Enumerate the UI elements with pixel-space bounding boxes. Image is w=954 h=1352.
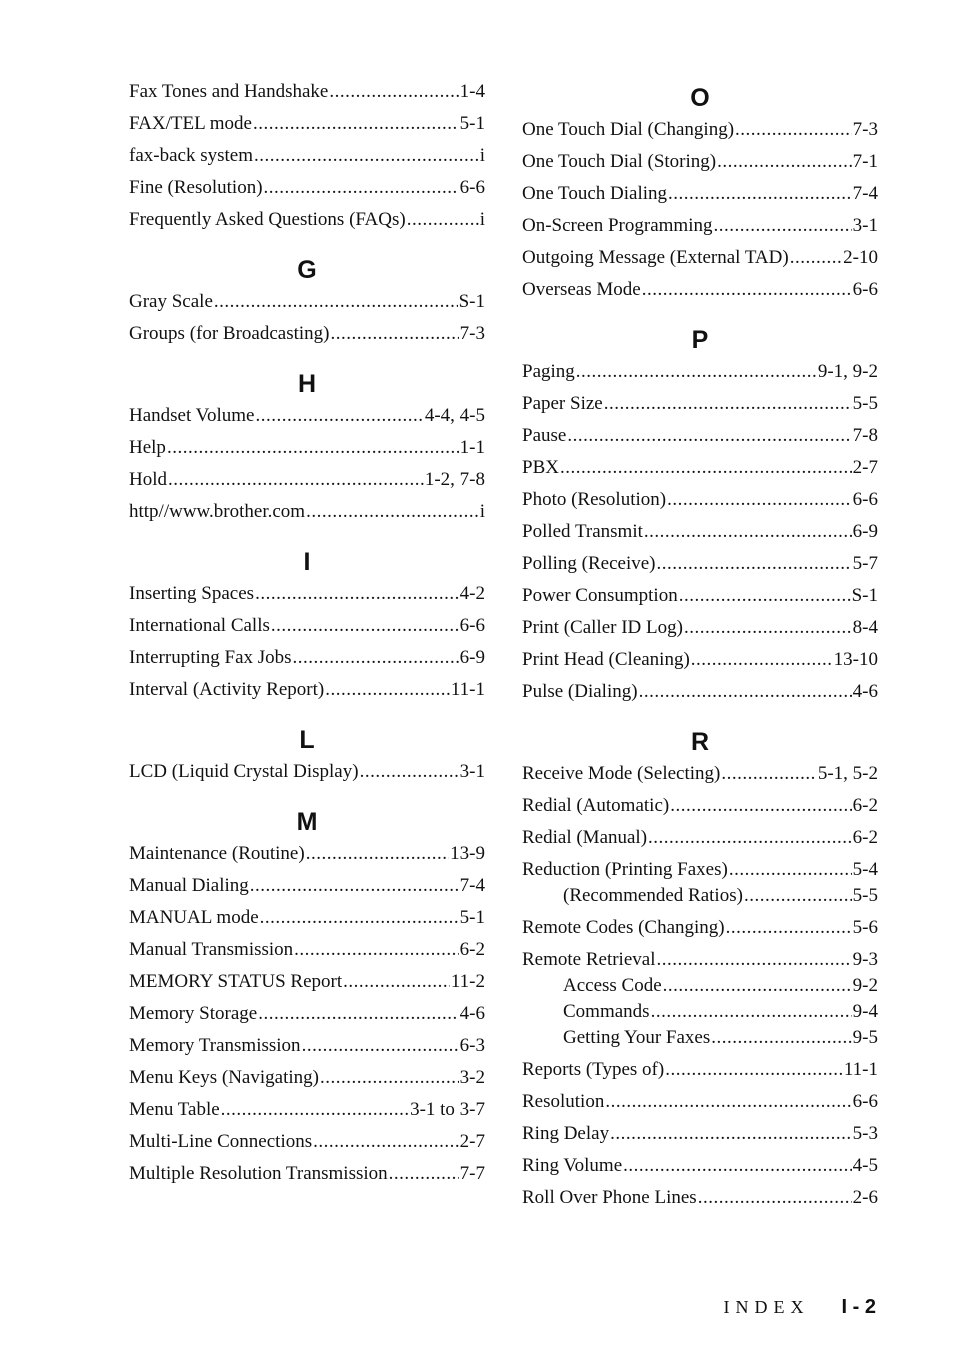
dot-leader xyxy=(253,111,459,137)
index-page-ref: 13-9 xyxy=(450,843,485,864)
index-entry xyxy=(129,403,485,429)
index-entry xyxy=(522,857,878,883)
index-page-ref: 6-2 xyxy=(852,827,878,848)
index-page-ref: 4-6 xyxy=(852,681,878,702)
index-term: Power Consumption xyxy=(522,585,678,606)
index-page-ref: 2-7 xyxy=(852,457,878,478)
index-page-ref: 1-4 xyxy=(459,81,485,102)
index-page-ref: 6-6 xyxy=(459,615,485,636)
index-term: Receive Mode (Selecting) xyxy=(522,763,721,784)
index-subentry xyxy=(522,883,878,909)
dot-leader xyxy=(670,793,851,819)
index-entry xyxy=(129,207,485,233)
index-entry xyxy=(522,1153,878,1179)
index-term: Resolution xyxy=(522,1091,605,1112)
index-page-ref: 4-4, 4-5 xyxy=(424,405,485,426)
index-term: Paper Size xyxy=(522,393,603,414)
index-entry xyxy=(522,915,878,941)
dot-leader xyxy=(264,175,459,201)
index-term: Overseas Mode xyxy=(522,279,641,300)
index-entry xyxy=(522,423,878,449)
index-term: Remote Retrieval xyxy=(522,949,656,970)
index-term: Outgoing Message (External TAD) xyxy=(522,247,789,268)
dot-leader xyxy=(576,359,817,385)
dot-leader xyxy=(679,583,851,609)
dot-leader xyxy=(665,1057,843,1083)
index-column-right xyxy=(522,79,878,1217)
index-page-ref: 6-9 xyxy=(459,647,485,668)
dot-leader xyxy=(623,1153,852,1179)
dot-leader xyxy=(306,499,479,525)
index-page-ref: 8-4 xyxy=(852,617,878,638)
index-entry xyxy=(522,519,878,545)
index-entry xyxy=(522,583,878,609)
index-entry xyxy=(129,581,485,607)
index-term: Handset Volume xyxy=(129,405,255,426)
dot-leader xyxy=(713,213,851,239)
dot-leader xyxy=(258,1001,458,1027)
index-entry xyxy=(129,499,485,525)
index-entry xyxy=(522,1057,878,1083)
index-page-ref: 5-4 xyxy=(852,859,878,880)
dot-leader xyxy=(567,423,851,449)
index-entry xyxy=(522,359,878,385)
dot-leader xyxy=(320,1065,459,1091)
dot-leader xyxy=(168,467,424,493)
index-entry xyxy=(129,467,485,493)
index-page-ref: 6-2 xyxy=(852,795,878,816)
index-entry xyxy=(522,391,878,417)
index-subentry xyxy=(522,999,878,1025)
index-entry xyxy=(129,645,485,671)
index-entry xyxy=(522,825,878,851)
index-term: Print (Caller ID Log) xyxy=(522,617,683,638)
index-letter-heading: I xyxy=(303,548,311,576)
index-entry xyxy=(522,1089,878,1115)
index-page-ref: 4-5 xyxy=(852,1155,878,1176)
index-term: Fax Tones and Handshake xyxy=(129,81,329,102)
index-term: Interval (Activity Report) xyxy=(129,679,325,700)
footer-label: INDEX xyxy=(723,1297,810,1317)
index-page-ref: 6-3 xyxy=(459,1035,485,1056)
index-entry xyxy=(129,759,485,785)
index-page-ref: 7-8 xyxy=(852,425,878,446)
index-page-ref: 5-1 xyxy=(459,907,485,928)
index-page-ref: 6-6 xyxy=(459,177,485,198)
index-page-ref: 9-1, 9-2 xyxy=(817,361,878,382)
dot-leader xyxy=(691,647,833,673)
index-letter-heading: M xyxy=(296,808,318,836)
index-entry xyxy=(129,613,485,639)
index-term: Getting Your Faxes xyxy=(563,1027,711,1048)
dot-leader xyxy=(657,551,852,577)
dot-leader xyxy=(605,1089,851,1115)
index-term: One Touch Dialing xyxy=(522,183,668,204)
dot-leader xyxy=(329,79,458,105)
index-term: One Touch Dial (Changing) xyxy=(522,119,735,140)
index-page-ref: i xyxy=(479,145,485,166)
index-term: Fine (Resolution) xyxy=(129,177,263,198)
index-entry xyxy=(129,435,485,461)
index-letter-heading: R xyxy=(690,728,710,756)
index-page-ref: 7-3 xyxy=(852,119,878,140)
index-term: Redial (Automatic) xyxy=(522,795,670,816)
index-entry xyxy=(522,793,878,819)
dot-leader xyxy=(389,1161,459,1187)
index-entry xyxy=(522,679,878,705)
index-page-ref: 9-4 xyxy=(852,1001,878,1022)
index-page-ref: 13-10 xyxy=(833,649,878,670)
index-page-ref: 7-4 xyxy=(852,183,878,204)
index-entry xyxy=(129,1033,485,1059)
dot-leader xyxy=(684,615,852,641)
index-page-ref: 3-2 xyxy=(459,1067,485,1088)
index-page-ref: 5-7 xyxy=(852,553,878,574)
index-page-ref: 2-10 xyxy=(843,247,878,268)
index-term: Hold xyxy=(129,469,167,490)
dot-leader xyxy=(790,245,842,271)
index-term: LCD (Liquid Crystal Display) xyxy=(129,761,359,782)
index-entry xyxy=(129,79,485,105)
index-term: Pause xyxy=(522,425,567,446)
index-term: Manual Dialing xyxy=(129,875,249,896)
index-term: Frequently Asked Questions (FAQs) xyxy=(129,209,406,230)
index-page-ref: 3-1 xyxy=(852,215,878,236)
index-entry xyxy=(522,277,878,303)
index-page-ref: 7-3 xyxy=(459,323,485,344)
index-subentry xyxy=(522,973,878,999)
index-term: Ring Delay xyxy=(522,1123,610,1144)
dot-leader xyxy=(651,999,852,1025)
index-page-ref: 6-2 xyxy=(459,939,485,960)
dot-leader xyxy=(250,873,459,899)
index-entry xyxy=(522,761,878,787)
index-entry xyxy=(129,1161,485,1187)
index-page-ref: 4-2 xyxy=(459,583,485,604)
index-term: Maintenance (Routine) xyxy=(129,843,305,864)
index-term: Memory Storage xyxy=(129,1003,258,1024)
index-term: Reports (Types of) xyxy=(522,1059,665,1080)
index-entry xyxy=(129,873,485,899)
index-term: Help xyxy=(129,437,166,458)
index-page-ref: 5-3 xyxy=(852,1123,878,1144)
index-term: Redial (Manual) xyxy=(522,827,648,848)
index-page-ref: 1-1 xyxy=(459,437,485,458)
index-page-ref: 11-2 xyxy=(450,971,485,992)
index-letter-heading: O xyxy=(690,84,710,112)
dot-leader xyxy=(610,1121,852,1147)
index-page-ref: 7-4 xyxy=(459,875,485,896)
dot-leader xyxy=(255,403,423,429)
index-letter-heading: P xyxy=(691,326,709,354)
index-entry xyxy=(522,149,878,175)
dot-leader xyxy=(644,519,852,545)
index-page-ref: S-1 xyxy=(458,291,485,312)
index-entry xyxy=(129,1097,485,1123)
index-page-ref: 2-6 xyxy=(852,1187,878,1208)
index-entry xyxy=(129,143,485,169)
index-page-ref: S-1 xyxy=(851,585,878,606)
page-footer xyxy=(724,1296,876,1319)
dot-leader xyxy=(721,761,816,787)
index-page-ref: 11-1 xyxy=(450,679,485,700)
index-letter-heading: L xyxy=(299,726,315,754)
index-page-ref: 5-5 xyxy=(852,393,878,414)
index-page-ref: 6-6 xyxy=(852,279,878,300)
index-entry xyxy=(522,245,878,271)
index-term: Photo (Resolution) xyxy=(522,489,667,510)
index-page-ref: 9-5 xyxy=(852,1027,878,1048)
index-entry xyxy=(522,455,878,481)
index-entry xyxy=(129,969,485,995)
index-entry xyxy=(522,1121,878,1147)
index-entry xyxy=(522,947,878,973)
index-term: fax-back system xyxy=(129,145,253,166)
dot-leader xyxy=(325,677,450,703)
dot-leader xyxy=(663,973,852,999)
index-entry xyxy=(522,647,878,673)
dot-leader xyxy=(294,937,459,963)
index-entry xyxy=(522,615,878,641)
index-subentry xyxy=(522,1025,878,1051)
dot-leader xyxy=(667,487,852,513)
dot-leader xyxy=(711,1025,851,1051)
index-page-ref: 6-6 xyxy=(852,489,878,510)
index-entry xyxy=(129,677,485,703)
index-term: Paging xyxy=(522,361,575,382)
index-term: Remote Codes (Changing) xyxy=(522,917,725,938)
index-term: Multiple Resolution Transmission xyxy=(129,1163,388,1184)
dot-leader xyxy=(360,759,459,785)
index-term: One Touch Dial (Storing) xyxy=(522,151,717,172)
index-term: Commands xyxy=(563,1001,650,1022)
dot-leader xyxy=(167,435,459,461)
index-term: Manual Transmission xyxy=(129,939,294,960)
index-page-ref: 7-1 xyxy=(852,151,878,172)
index-entry xyxy=(522,117,878,143)
index-entry xyxy=(129,905,485,931)
index-page-ref: 4-6 xyxy=(459,1003,485,1024)
dot-leader xyxy=(343,969,450,995)
index-page-ref: i xyxy=(479,501,485,522)
dot-leader xyxy=(717,149,852,175)
index-term: (Recommended Ratios) xyxy=(563,885,743,906)
index-entry xyxy=(129,841,485,867)
index-term: Print Head (Cleaning) xyxy=(522,649,690,670)
index-term: Gray Scale xyxy=(129,291,213,312)
dot-leader xyxy=(729,857,852,883)
index-page-ref: 2-7 xyxy=(459,1131,485,1152)
dot-leader xyxy=(656,947,851,973)
dot-leader xyxy=(331,321,459,347)
index-page-ref: 11-1 xyxy=(843,1059,878,1080)
index-entry xyxy=(129,1065,485,1091)
index-entry xyxy=(522,1185,878,1211)
dot-leader xyxy=(306,841,449,867)
index-entry xyxy=(129,1001,485,1027)
index-page-ref: 5-1 xyxy=(459,113,485,134)
index-term: On-Screen Programming xyxy=(522,215,713,236)
index-term: Multi-Line Connections xyxy=(129,1131,313,1152)
dot-leader xyxy=(744,883,852,909)
dot-leader xyxy=(260,905,459,931)
index-term: Menu Table xyxy=(129,1099,220,1120)
dot-leader xyxy=(293,645,459,671)
index-page-ref: 6-6 xyxy=(852,1091,878,1112)
index-term: MANUAL mode xyxy=(129,907,259,928)
dot-leader xyxy=(221,1097,409,1123)
dot-leader xyxy=(726,915,852,941)
index-term: Ring Volume xyxy=(522,1155,623,1176)
index-entry xyxy=(129,937,485,963)
index-term: Access Code xyxy=(563,975,662,996)
index-letter-heading: H xyxy=(297,370,317,398)
index-entry xyxy=(129,111,485,137)
index-entry xyxy=(522,181,878,207)
dot-leader xyxy=(271,613,459,639)
index-term: Reduction (Printing Faxes) xyxy=(522,859,728,880)
dot-leader xyxy=(642,277,852,303)
index-term: http//www.brother.com xyxy=(129,501,306,522)
dot-leader xyxy=(639,679,852,705)
dot-leader xyxy=(698,1185,852,1211)
index-entry xyxy=(522,551,878,577)
index-term: Menu Keys (Navigating) xyxy=(129,1067,319,1088)
dot-leader xyxy=(214,289,458,315)
dot-leader xyxy=(668,181,852,207)
index-page-ref: i xyxy=(479,209,485,230)
index-term: MEMORY STATUS Report xyxy=(129,971,343,992)
dot-leader xyxy=(648,825,852,851)
dot-leader xyxy=(302,1033,459,1059)
index-page-ref: 6-9 xyxy=(852,521,878,542)
dot-leader xyxy=(254,143,479,169)
index-term: Memory Transmission xyxy=(129,1035,301,1056)
dot-leader xyxy=(407,207,479,233)
index-term: Groups (for Broadcasting) xyxy=(129,323,330,344)
index-term: Polled Transmit xyxy=(522,521,643,542)
index-entry xyxy=(129,1129,485,1155)
index-page-ref: 1-2, 7-8 xyxy=(424,469,485,490)
index-term: FAX/TEL mode xyxy=(129,113,252,134)
index-page-ref: 5-6 xyxy=(852,917,878,938)
index-entry xyxy=(129,289,485,315)
index-page-ref: 5-5 xyxy=(852,885,878,906)
index-letter-heading: G xyxy=(297,256,317,284)
index-term: Roll Over Phone Lines xyxy=(522,1187,697,1208)
index-page-ref: 7-7 xyxy=(459,1163,485,1184)
index-term: Polling (Receive) xyxy=(522,553,656,574)
index-term: Inserting Spaces xyxy=(129,583,255,604)
footer-page-number: I - 2 xyxy=(841,1296,876,1318)
index-term: International Calls xyxy=(129,615,270,636)
index-column-left xyxy=(129,79,485,1193)
index-page-ref: 3-1 to 3-7 xyxy=(410,1099,485,1120)
index-term: Interrupting Fax Jobs xyxy=(129,647,292,668)
index-page-ref: 9-3 xyxy=(852,949,878,970)
index-page-ref: 3-1 xyxy=(459,761,485,782)
index-entry xyxy=(129,321,485,347)
index-entry xyxy=(129,175,485,201)
index-term: PBX xyxy=(522,457,559,478)
dot-leader xyxy=(604,391,852,417)
dot-leader xyxy=(313,1129,459,1155)
dot-leader xyxy=(255,581,459,607)
index-entry xyxy=(522,213,878,239)
index-page-ref: 5-1, 5-2 xyxy=(817,763,878,784)
index-term: Pulse (Dialing) xyxy=(522,681,638,702)
dot-leader xyxy=(560,455,852,481)
index-page-ref: 9-2 xyxy=(852,975,878,996)
dot-leader xyxy=(735,117,852,143)
index-entry xyxy=(522,487,878,513)
